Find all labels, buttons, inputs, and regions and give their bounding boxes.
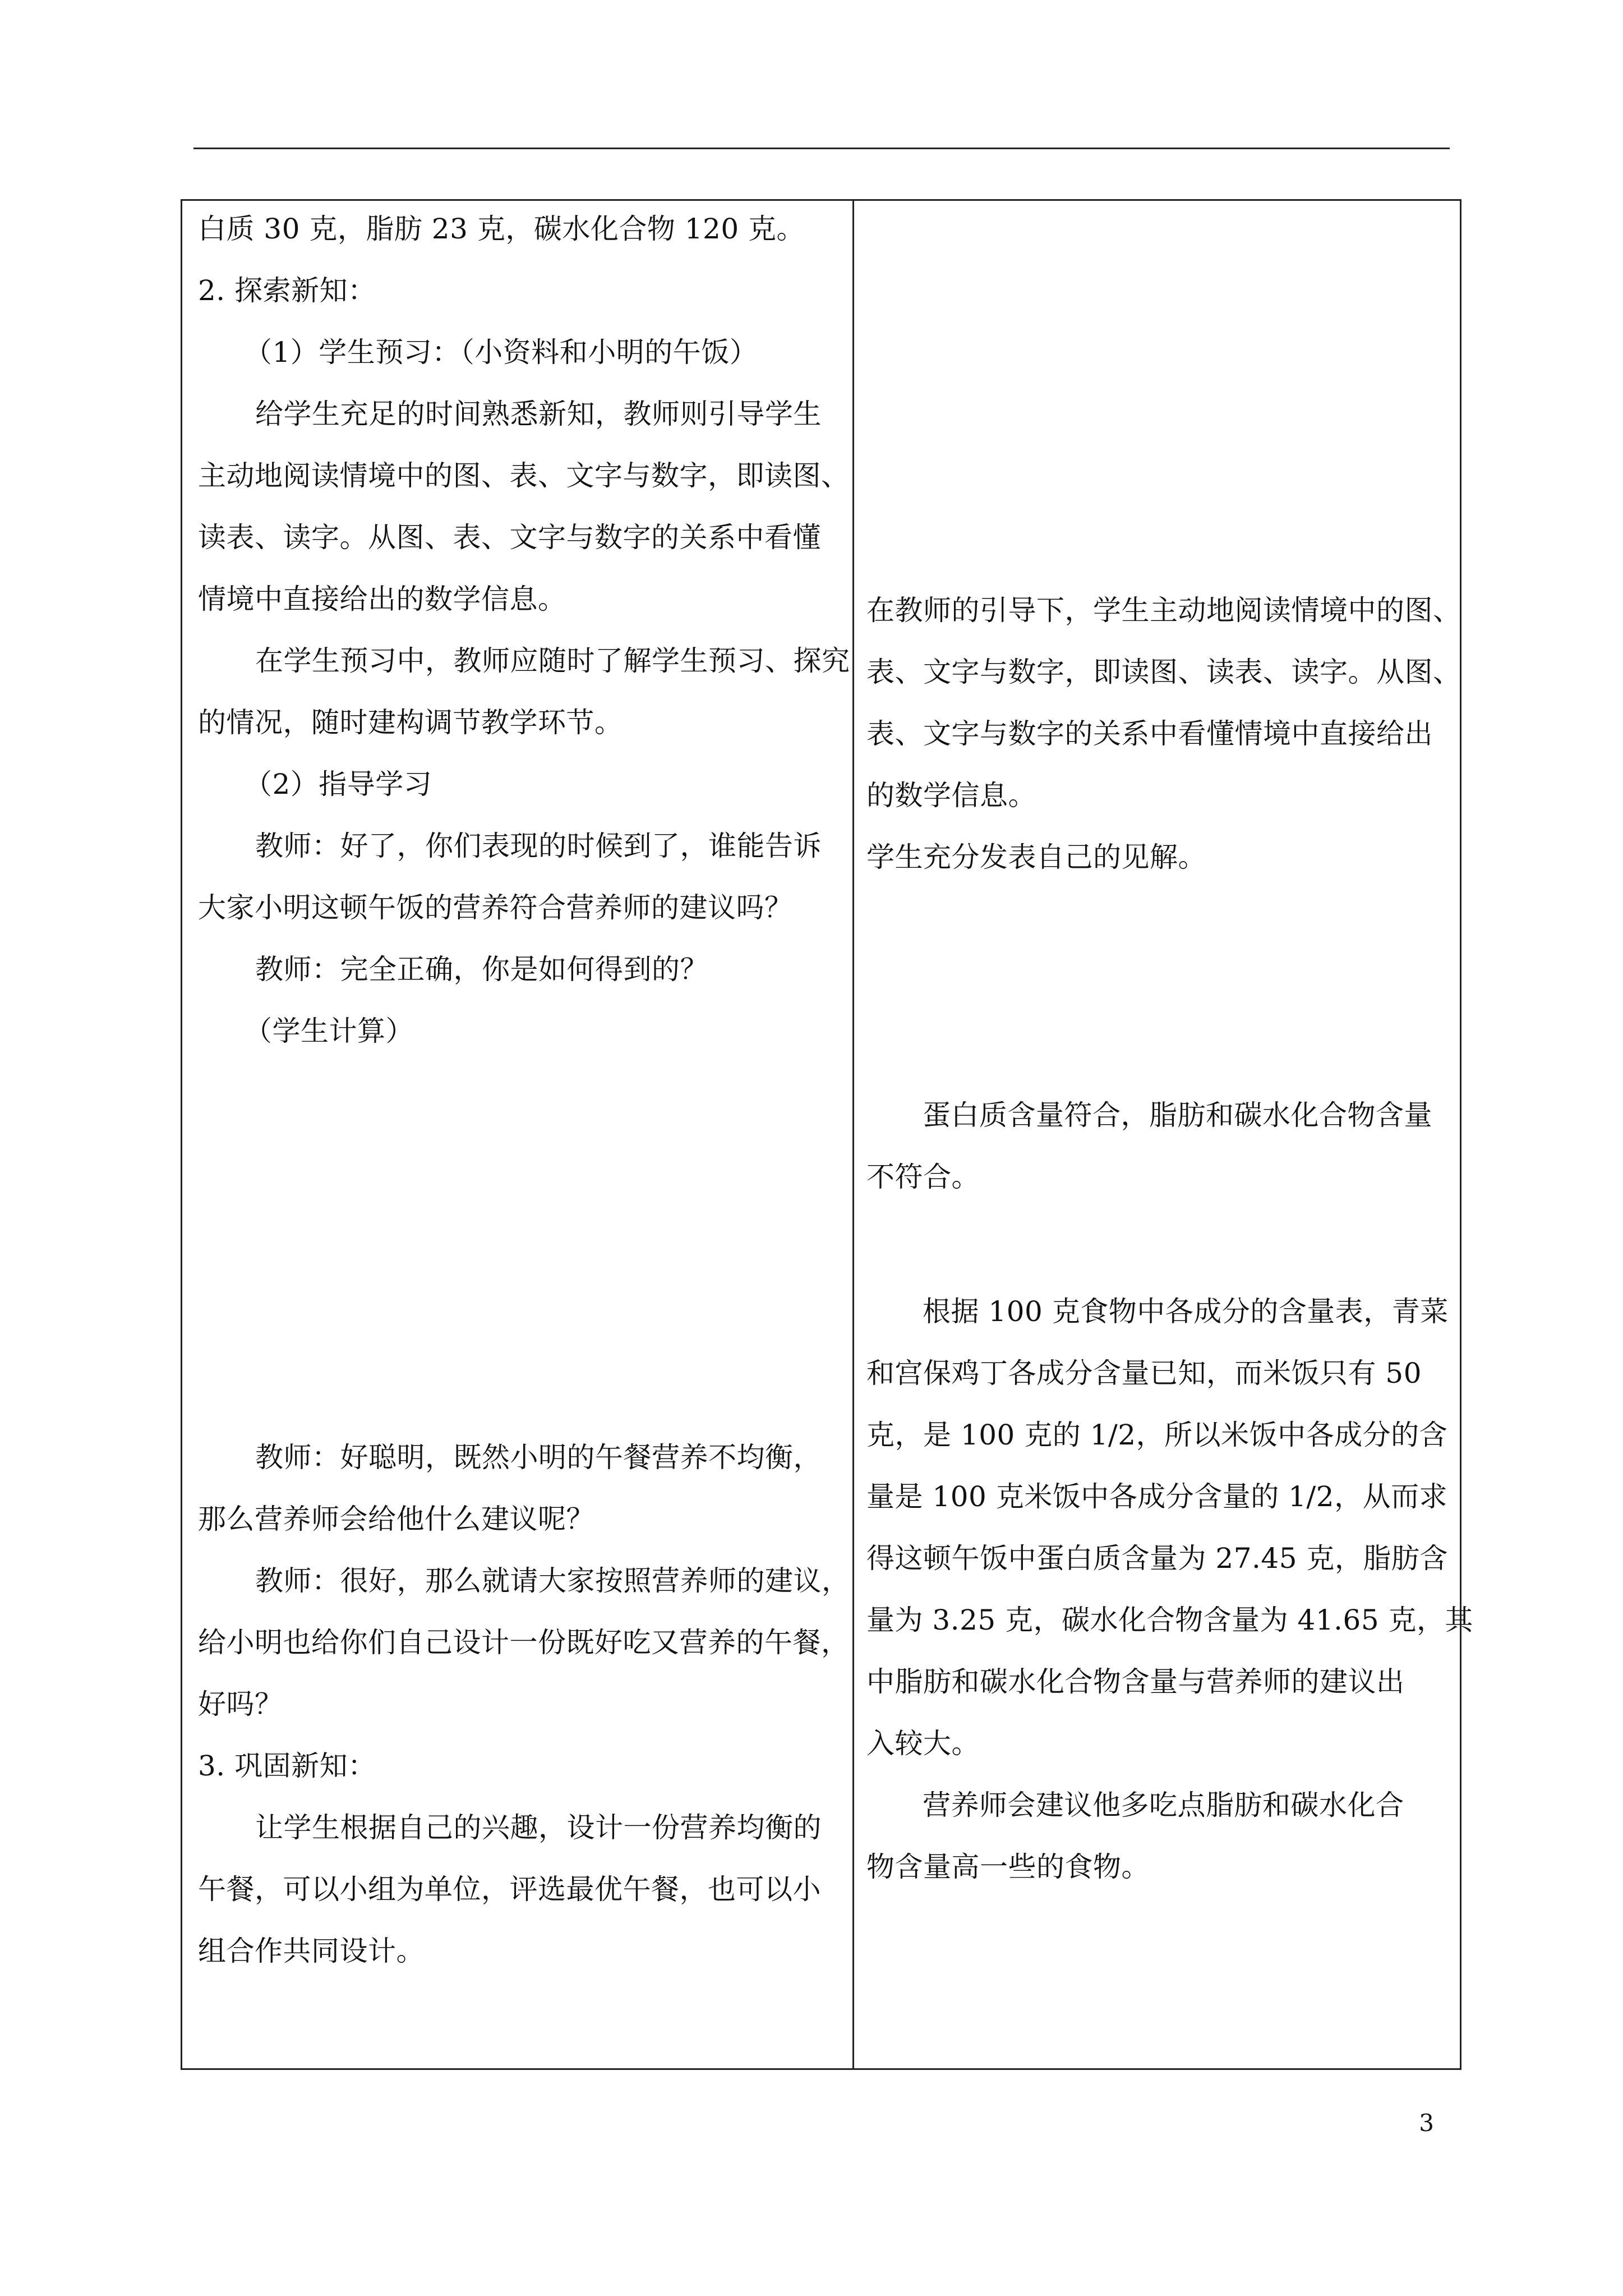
text-line: 的数学信息。 (866, 779, 1036, 812)
text-line: 量是 100 克米饭中各成分含量的 1/2，从而求 (866, 1480, 1448, 1513)
text-line: 读表、读字。从图、表、文字与数字的关系中看懂 (198, 521, 821, 554)
text-line: 白质 30 克，脂肪 23 克，碳水化合物 120 克。 (198, 213, 805, 245)
column-divider (852, 201, 854, 2068)
text-line: 情境中直接给出的数学信息。 (198, 583, 566, 615)
text-line: 主动地阅读情境中的图、表、文字与数字，即读图、 (198, 459, 850, 492)
text-line: 根据 100 克食物中各成分的含量表，青菜 (923, 1295, 1449, 1328)
subsection-heading: （1）学生预习：（小资料和小明的午饭） (244, 336, 758, 369)
section-heading: 3. 巩固新知： (198, 1750, 376, 1782)
text-line: 在学生预习中，教师应随时了解学生预习、探究 (255, 645, 850, 677)
page-number: 3 (1419, 2109, 1434, 2137)
text-line: 不符合。 (866, 1161, 980, 1193)
text-line: 物含量高一些的食物。 (866, 1851, 1150, 1883)
text-line: 给小明也给你们自己设计一份既好吃又营养的午餐， (198, 1626, 850, 1659)
text-line: 入较大。 (866, 1727, 980, 1760)
text-line: 好吗？ (198, 1688, 283, 1720)
text-line: （学生计算） (244, 1015, 414, 1047)
text-line: 教师：好了，你们表现的时候到了，谁能告诉 (255, 830, 822, 862)
text-line: 那么营养师会给他什么建议呢？ (198, 1503, 594, 1535)
lesson-table (181, 199, 1474, 2070)
text-line: 教师：很好，那么就请大家按照营养师的建议， (255, 1565, 850, 1597)
text-line: 得这顿午饭中蛋白质含量为 27.45 克，脂肪含 (866, 1542, 1448, 1575)
text-line: 在教师的引导下，学生主动地阅读情境中的图、 (866, 594, 1461, 627)
text-line: 给学生充足的时间熟悉新知，教师则引导学生 (255, 398, 822, 430)
text-line: 让学生根据自己的兴趣，设计一份营养均衡的 (255, 1811, 822, 1844)
text-line: 表、文字与数字，即读图、读表、读字。从图、 (866, 656, 1461, 688)
section-heading: 2. 探索新知： (198, 274, 376, 307)
header-rule (193, 148, 1450, 149)
text-line: 组合作共同设计。 (198, 1935, 425, 1967)
text-line: 教师：完全正确，你是如何得到的？ (255, 953, 708, 986)
text-line: 克，是 100 克的 1/2，所以米饭中各成分的含 (866, 1419, 1448, 1451)
text-line: 量为 3.25 克，碳水化合物含量为 41.65 克，其 (866, 1604, 1474, 1636)
text-line: 午餐，可以小组为单位，评选最优午餐，也可以小 (198, 1873, 821, 1906)
text-line: 中脂肪和碳水化合物含量与营养师的建议出 (866, 1665, 1405, 1698)
text-line: 的情况，随时建构调节教学环节。 (198, 706, 623, 739)
subsection-heading: （2）指导学习 (244, 768, 432, 800)
text-line: 和宫保鸡丁各成分含量已知，而米饭只有 50 (866, 1357, 1422, 1389)
text-line: 大家小明这顿午饭的营养符合营养师的建议吗？ (198, 891, 793, 924)
text-line: 蛋白质含量符合，脂肪和碳水化合物含量 (923, 1099, 1432, 1131)
text-line: 学生充分发表自己的见解。 (866, 841, 1206, 873)
text-line: 营养师会建议他多吃点脂肪和碳水化合 (923, 1789, 1404, 1821)
text-line: 教师：好聪明，既然小明的午餐营养不均衡， (255, 1441, 822, 1474)
text-line: 表、文字与数字的关系中看懂情境中直接给出 (866, 717, 1433, 750)
